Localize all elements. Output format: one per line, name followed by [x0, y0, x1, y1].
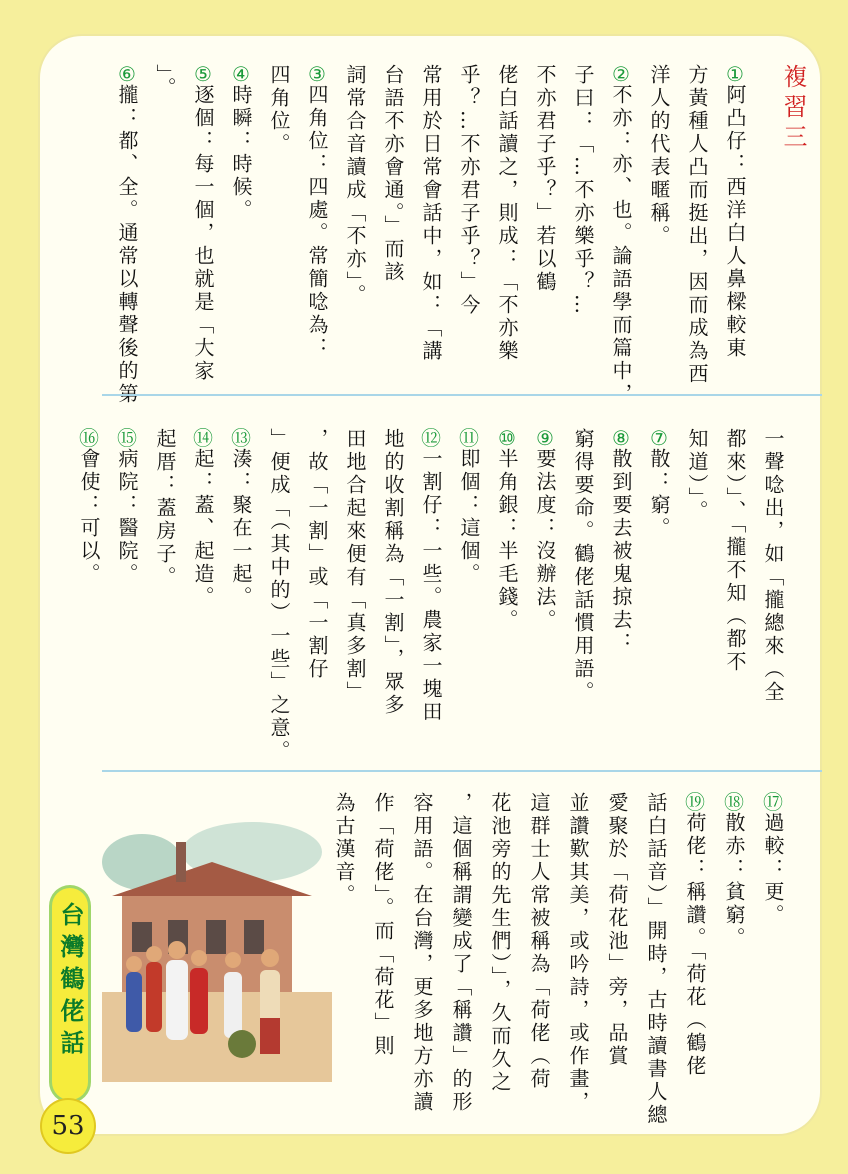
- column-text: 都來）」、「攏不知（都不: [723, 428, 747, 674]
- text-column: [458, 428, 480, 586]
- note-number: ④: [232, 64, 250, 84]
- badge: [52, 888, 88, 1100]
- column-text: 阿凸仔：西洋白人鼻樑較東: [723, 84, 747, 360]
- column-text: 半角銀：半毛錢。: [495, 448, 519, 632]
- column-text: 台語不亦會通。」而該: [381, 64, 405, 284]
- column-text: 散到要去被鬼掠去：: [609, 448, 633, 655]
- text-column: [268, 428, 290, 763]
- column-text: 病院：醫院。: [115, 448, 139, 586]
- column-text: 起厝：蓋房子。: [153, 428, 177, 589]
- column-text: 四角位。: [267, 64, 291, 156]
- column-text: 」。: [153, 64, 177, 100]
- column-text: 方黃種人凸而挺出，因而成為西: [685, 64, 709, 386]
- note-number: ②: [612, 64, 630, 84]
- column-text: 不亦君子乎？」若以鶴: [533, 64, 557, 294]
- text-column: [610, 64, 632, 406]
- text-column: [686, 64, 708, 386]
- column-text: ，這個稱謂變成了「稱讚」的形: [449, 792, 473, 1114]
- column-text: 乎？…不亦君子乎？」今: [457, 64, 481, 317]
- column-text: 一割仔：一些。農家一塊田: [419, 448, 443, 724]
- text-column: [724, 428, 746, 674]
- column-text: 攏：都、全。通常以轉聲後的第: [115, 84, 139, 406]
- note-number: ⑯: [79, 428, 99, 448]
- text-column: [420, 428, 442, 724]
- text-column: [192, 428, 214, 609]
- column-text: 佬白話讀之，則成：「不亦樂: [495, 64, 519, 363]
- text-column: [154, 428, 176, 589]
- column-text: 田地合起來便有「真多割」: [343, 428, 367, 704]
- column-text: 窮得要命。鶴佬話慣用語。: [571, 428, 595, 704]
- text-column: [496, 428, 518, 632]
- section-divider-1: [102, 394, 822, 396]
- note-number: ⑪: [459, 428, 479, 448]
- street-scene-illustration: [102, 822, 332, 1082]
- text-column: [306, 64, 328, 360]
- page-title: 複習三: [779, 64, 807, 154]
- column-text: 會使：可以。: [77, 448, 101, 586]
- note-number: ⑱: [724, 792, 744, 812]
- column-text: 這群士人常被稱為「荷佬（荷: [527, 792, 551, 1091]
- text-column: [645, 792, 667, 1127]
- text-column: [686, 428, 708, 523]
- note-number: ⑨: [536, 428, 554, 448]
- text-column: [496, 64, 518, 363]
- text-column: [333, 792, 355, 907]
- text-column: [648, 64, 670, 248]
- column-text: 話白話音）」開時，古時讀書人總: [644, 792, 668, 1127]
- text-column: [572, 428, 594, 704]
- text-column: [268, 64, 290, 156]
- column-text: 湊：聚在一起。: [229, 448, 253, 609]
- text-column: [489, 792, 511, 1094]
- note-number: ⑦: [650, 428, 668, 448]
- column-text: 過較：更。: [761, 812, 785, 927]
- note-number: ⑮: [117, 428, 137, 448]
- text-column: [762, 792, 784, 927]
- column-text: 詞常合音讀成「不亦」。: [343, 64, 367, 307]
- text-column: [528, 792, 550, 1091]
- section-divider-2: [102, 770, 822, 772]
- column-text: 荷佬：稱讚。「荷花（鶴佬: [683, 812, 707, 1078]
- column-text: 」便成「（其中的）一些」之意。: [267, 428, 291, 763]
- text-column: [684, 792, 706, 1078]
- column-text: 要法度：沒辦法。: [533, 448, 557, 632]
- text-column: [344, 428, 366, 704]
- note-number: ⑲: [685, 792, 705, 812]
- column-text: 起：蓋、起造。: [191, 448, 215, 609]
- column-text: 四角位：四處。常簡唸為：: [305, 84, 329, 360]
- column-text: 知道）」。: [685, 428, 709, 523]
- column-text: 愛聚於「荷花池」旁，品賞: [605, 792, 629, 1068]
- page-number: 53: [42, 1100, 94, 1152]
- column-text: 時瞬：時候。: [229, 84, 253, 222]
- text-column: [450, 792, 472, 1114]
- note-number: ⑥: [118, 64, 136, 84]
- note-number: ⑫: [421, 428, 441, 448]
- note-number: ⑬: [231, 428, 251, 448]
- column-text: 並讚歎其美，或吟詩，或作畫，: [566, 792, 590, 1114]
- column-text: 花池旁的先生們）」，久而久之: [488, 792, 512, 1094]
- column-text: 地的收割稱為「一割」，眾多: [381, 428, 405, 717]
- text-column: [610, 428, 632, 655]
- column-text: 一聲唸出，如「攏總來（全: [761, 428, 785, 704]
- text-column: [724, 64, 746, 360]
- note-number: ⑭: [193, 428, 213, 448]
- text-column: [723, 792, 745, 950]
- note-number: ③: [308, 64, 326, 84]
- text-column: [762, 428, 784, 704]
- badge-label: 台灣鶴佬話: [56, 902, 84, 1062]
- note-number: ①: [726, 64, 744, 84]
- column-text: ，故「一割」或「一割仔: [305, 428, 329, 681]
- text-column: [344, 64, 366, 307]
- text-column: [306, 428, 328, 681]
- text-column: [534, 64, 556, 294]
- text-column: [382, 428, 404, 717]
- column-text: 子曰：「…不亦樂乎？…: [571, 64, 595, 317]
- note-number: ⑧: [612, 428, 630, 448]
- text-column: [458, 64, 480, 317]
- text-column: [534, 428, 556, 632]
- column-text: 散：窮。: [647, 448, 671, 540]
- text-column: [154, 64, 176, 100]
- text-column: [648, 428, 670, 540]
- note-number: ⑤: [194, 64, 212, 84]
- column-text: 常用於日常會話中，如：「講: [419, 64, 443, 363]
- text-column: [192, 64, 214, 383]
- column-text: 容用語。在台灣，更多地方亦讀: [410, 792, 434, 1114]
- text-column: [567, 792, 589, 1114]
- text-column: [230, 64, 252, 222]
- column-text: 不亦：亦、也。論語學而篇中，: [609, 84, 633, 406]
- column-text: 即個：這個。: [457, 448, 481, 586]
- column-text: 為古漢音。: [332, 792, 356, 907]
- text-column: [78, 428, 100, 586]
- column-text: 逐個：每一個，也就是「大家: [191, 84, 215, 383]
- text-column: [372, 792, 394, 1058]
- note-number: ⑰: [763, 792, 783, 812]
- note-number: ⑩: [498, 428, 516, 448]
- column-text: 作「荷佬」。而「荷花」則: [371, 792, 395, 1058]
- text-column: [572, 64, 594, 317]
- text-column: [230, 428, 252, 609]
- column-text: 散赤：貧窮。: [722, 812, 746, 950]
- text-column: [411, 792, 433, 1114]
- text-column: [420, 64, 442, 363]
- text-column: [116, 428, 138, 586]
- text-column: [382, 64, 404, 284]
- column-text: 洋人的代表暱稱。: [647, 64, 671, 248]
- text-column: [116, 64, 138, 406]
- text-column: [606, 792, 628, 1068]
